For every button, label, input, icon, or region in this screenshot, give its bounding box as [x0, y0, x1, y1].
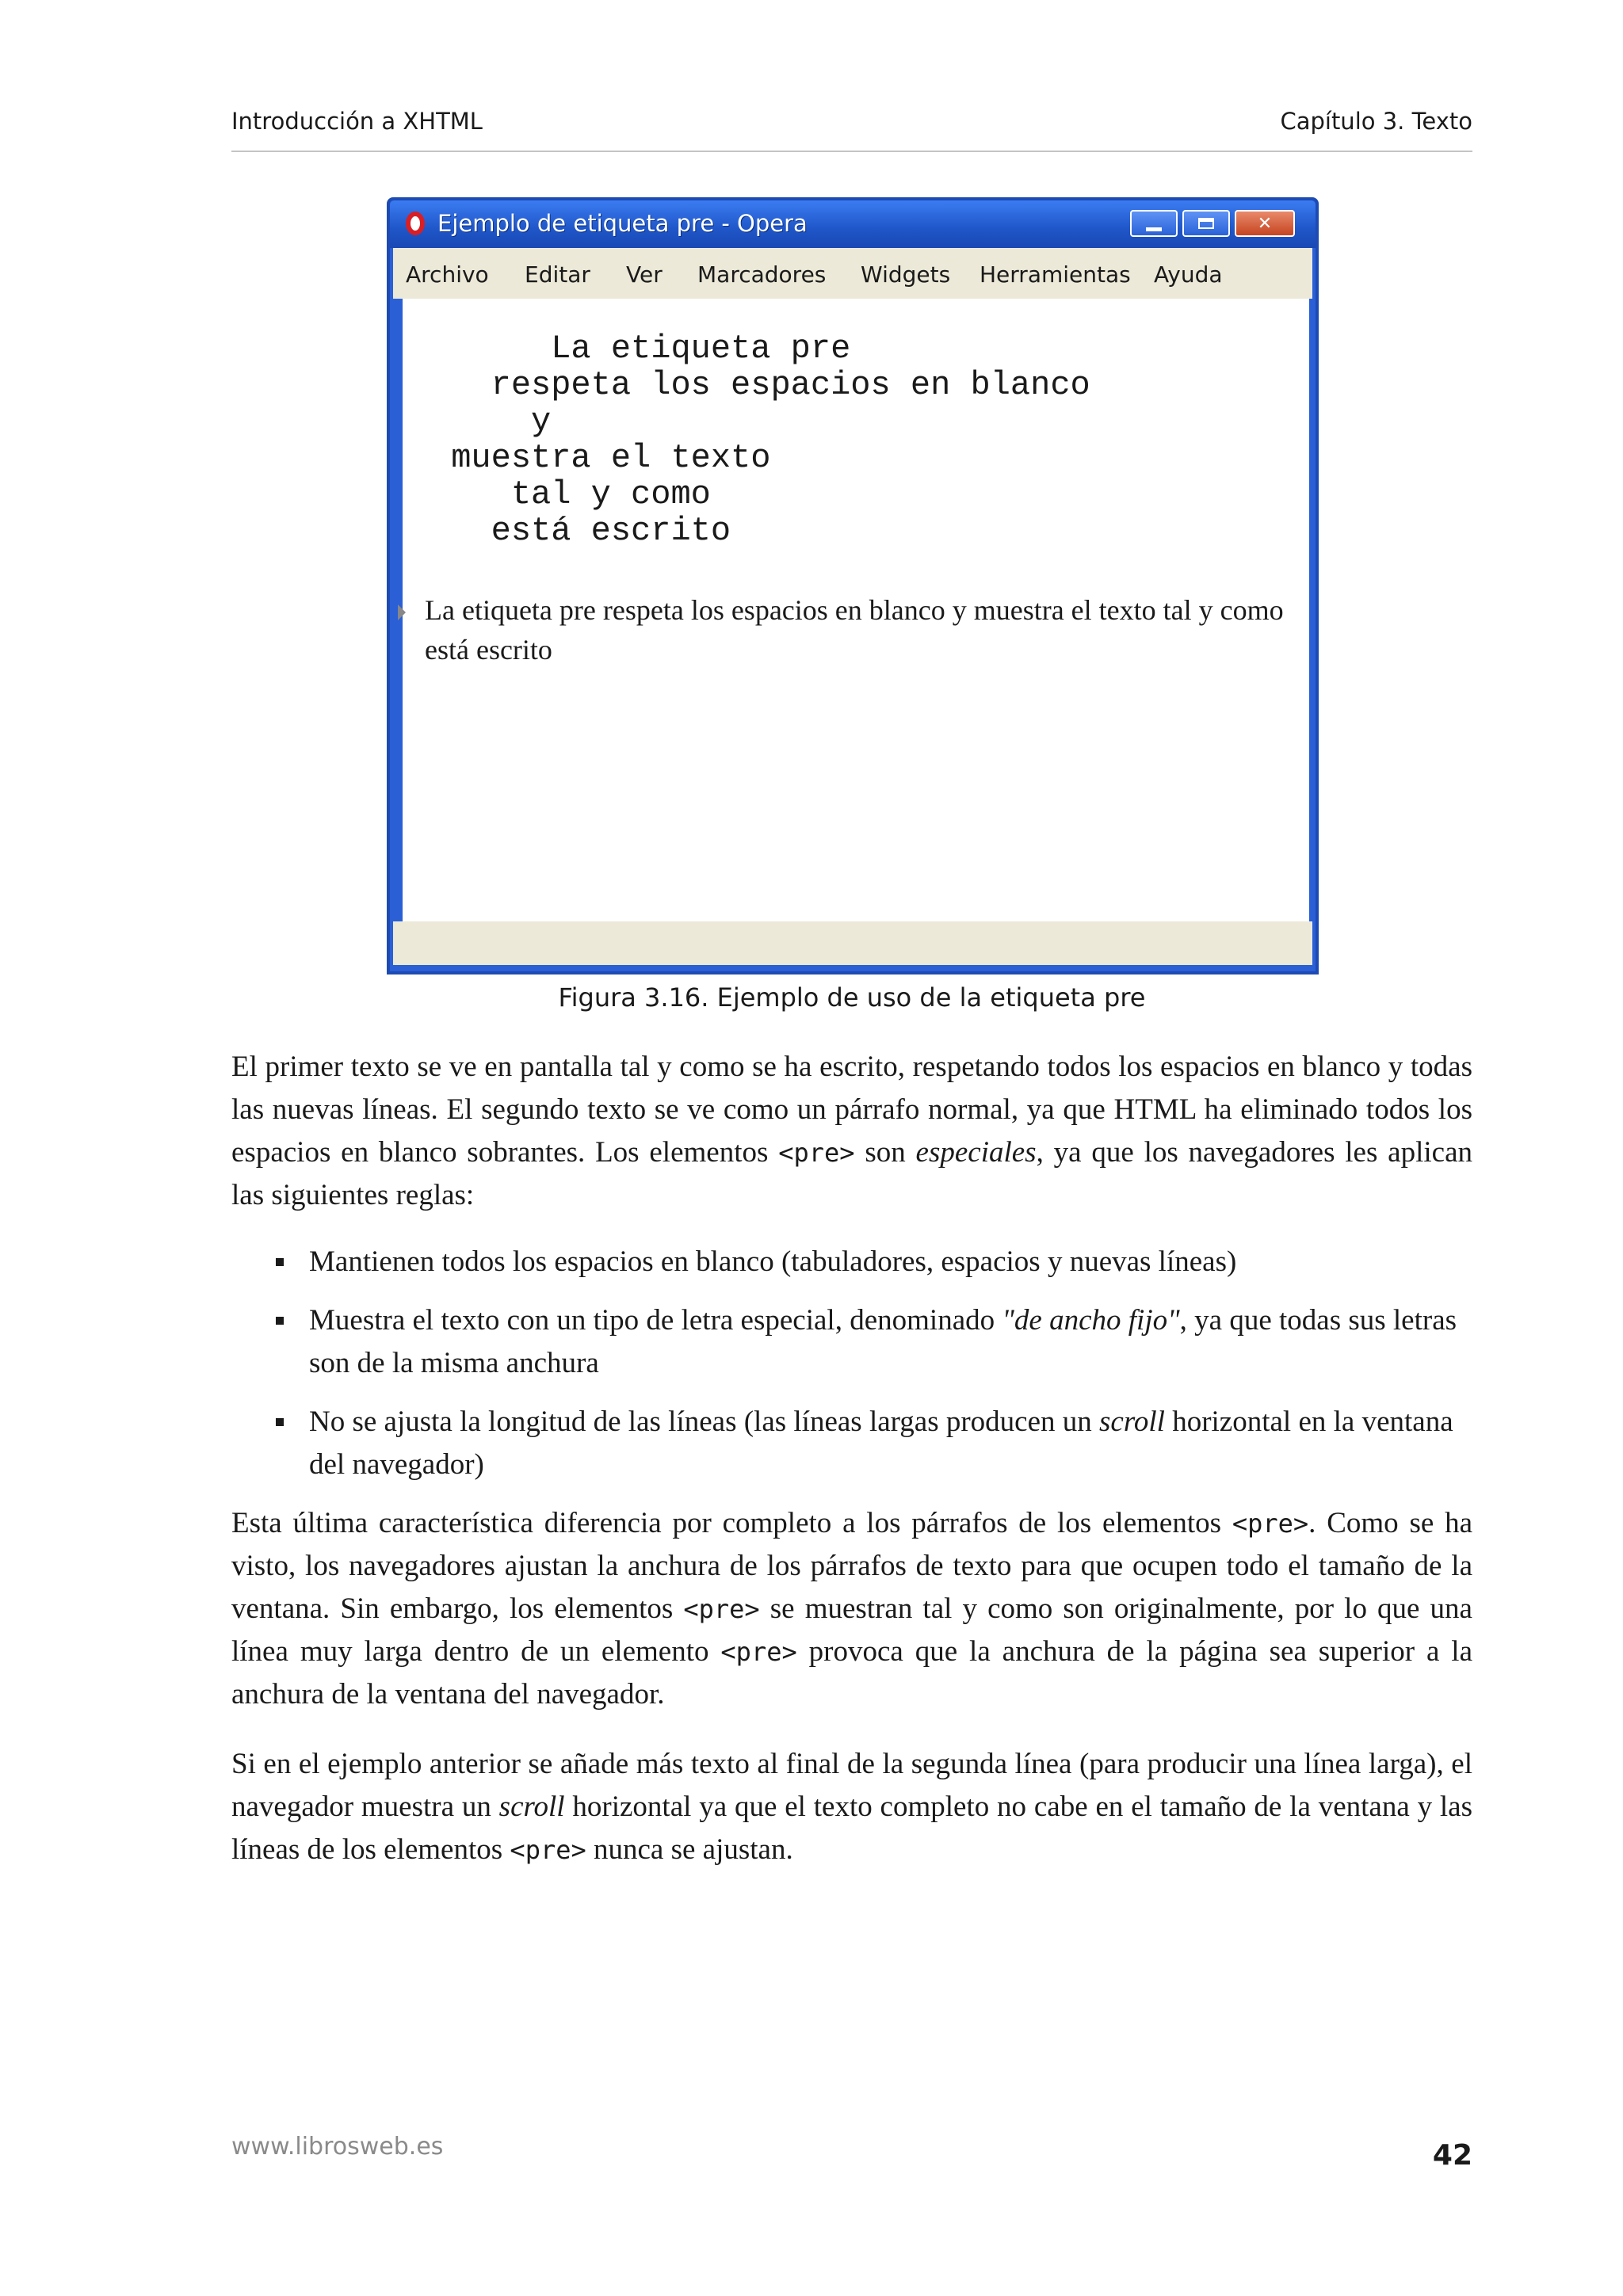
- bullet-icon: [276, 1258, 284, 1266]
- inline-code: <pre>: [778, 1138, 855, 1168]
- text-run: nunca se ajustan.: [586, 1833, 793, 1866]
- text-run: horizontal ya que el texto completo no cabe en el tamaño de la ventana y las líneas de los elementos: [231, 1791, 1472, 1866]
- menu-item-archivo[interactable]: Archivo: [406, 261, 489, 288]
- menu-item-herramientas[interactable]: Herramientas: [980, 261, 1131, 288]
- running-header: [231, 108, 1472, 135]
- text-run: se muestran tal y como son originalmente, por lo que una línea muy larga dentro de un elemento: [231, 1592, 1472, 1668]
- body-paragraph-2: [231, 1502, 1472, 1716]
- bullet-icon: [276, 1418, 284, 1426]
- minimize-button[interactable]: [1130, 210, 1178, 237]
- inline-code: <pre>: [720, 1637, 797, 1667]
- text-run: . Como se ha visto, los navegadores ajustan la anchura de los párrafos de texto para que ocupen todo el tamaño de la ventana. Sin embargo, los elementos: [231, 1507, 1472, 1625]
- page-number: 42: [1432, 2139, 1472, 2172]
- status-bar: [393, 921, 1312, 965]
- list-item: [231, 1401, 1472, 1486]
- header-chapter-title: Capítulo 3. Texto: [1280, 108, 1472, 135]
- text-run: son: [854, 1136, 916, 1169]
- maximize-icon: [1198, 218, 1214, 229]
- menu-item-ayuda[interactable]: Ayuda: [1154, 261, 1223, 288]
- text-run: horizontal en la ventana del navegador): [309, 1405, 1453, 1481]
- maximize-button[interactable]: [1182, 210, 1230, 237]
- opera-logo-icon: [406, 212, 425, 235]
- close-icon: ✕: [1257, 213, 1273, 234]
- header-book-title: Introducción a XHTML: [231, 108, 483, 135]
- menu-item-widgets[interactable]: Widgets: [861, 261, 951, 288]
- menu-item-editar[interactable]: Editar: [525, 261, 590, 288]
- emphasis: scroll: [1099, 1405, 1165, 1438]
- emphasis: "de ancho fijo": [1002, 1304, 1180, 1337]
- browser-viewport: [403, 299, 1309, 921]
- inline-code: <pre>: [1232, 1508, 1309, 1539]
- browser-window-screenshot: [387, 197, 1319, 974]
- window-title: Ejemplo de etiqueta pre - Opera: [437, 210, 808, 237]
- inline-code: <pre>: [510, 1835, 586, 1865]
- emphasis: especiales: [915, 1136, 1037, 1169]
- header-divider: [231, 151, 1472, 152]
- close-button[interactable]: [1235, 210, 1295, 237]
- figure-caption: Figura 3.16. Ejemplo de uso de la etiqueta pre: [558, 982, 1146, 1013]
- bullet-icon: [276, 1317, 284, 1325]
- inline-code: <pre>: [683, 1594, 760, 1624]
- text-cursor-marker-icon: [398, 605, 406, 620]
- rules-list: [231, 1241, 1472, 1502]
- text-run: Muestra el texto con un tipo de letra especial, denominado: [309, 1304, 1002, 1337]
- text-run: Esta última característica diferencia por completo a los párrafos de los elementos: [231, 1507, 1232, 1539]
- text-run: Mantienen todos los espacios en blanco (tabuladores, espacios y nuevas líneas): [309, 1245, 1237, 1278]
- footer-url: www.librosweb.es: [231, 2133, 444, 2161]
- minimize-icon: [1146, 227, 1162, 231]
- text-run: El primer texto se ve en pantalla tal y como se ha escrito, respetando todos los espacios en blanco y todas las nuevas líneas. El segundo texto se ve como un párrafo normal, ya que HTML ha eliminado todos los espacios en blanco sobrantes. Los elementos: [231, 1051, 1472, 1169]
- body-paragraph-1: [231, 1046, 1472, 1217]
- menu-item-marcadores[interactable]: Marcadores: [697, 261, 827, 288]
- text-run: , ya que todas sus letras son de la misma anchura: [309, 1304, 1457, 1379]
- list-item: [231, 1241, 1472, 1283]
- menu-bar: [393, 248, 1312, 299]
- menu-item-ver[interactable]: Ver: [626, 261, 663, 288]
- body-paragraph-3: [231, 1743, 1472, 1871]
- emphasis: scroll: [498, 1791, 565, 1823]
- paragraph-example-text: La etiqueta pre respeta los espacios en blanco y muestra el texto tal y como está escrito: [425, 594, 1284, 666]
- text-run: provoca que la anchura de la página sea superior a la anchura de la ventana del navegador.: [231, 1635, 1473, 1711]
- list-item: [231, 1299, 1472, 1385]
- text-run: , ya que los navegadores les aplican las siguientes reglas:: [231, 1136, 1472, 1211]
- text-run: Si en el ejemplo anterior se añade más texto al final de la segunda línea (para producir una línea larga), el navegador muestra un: [231, 1748, 1472, 1823]
- pre-example-text: La etiqueta pre respeta los espacios en blanco y muestra el texto tal y como está escrito: [451, 330, 1090, 550]
- window-titlebar: [390, 200, 1316, 248]
- text-run: No se ajusta la longitud de las líneas (las líneas largas producen un: [309, 1405, 1100, 1438]
